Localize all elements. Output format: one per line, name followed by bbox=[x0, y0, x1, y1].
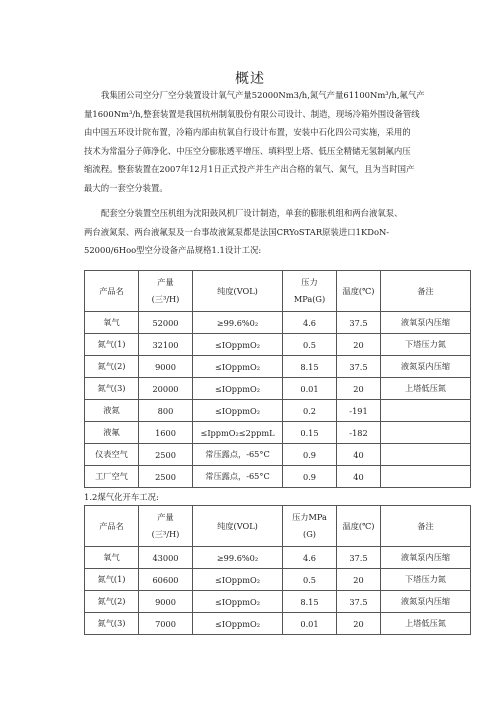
config-paragraph bbox=[84, 204, 464, 260]
cell-product: 氮气(2) bbox=[85, 591, 139, 613]
cell-note bbox=[381, 422, 471, 444]
cell-temperature: 37.5 bbox=[337, 547, 381, 569]
cell-purity: ≤IOppmO₂ bbox=[193, 356, 283, 378]
intro-line: 最大的一套空分装置。 bbox=[84, 182, 168, 193]
cell-note: 上塔低压氮 bbox=[381, 613, 471, 635]
table-row bbox=[85, 378, 471, 400]
cell-product: 氧气 bbox=[85, 547, 139, 569]
config-line: 配套空分装置空压机组为沈阳鼓风机厂设计制造，单套的膨胀机组和两台液氧泵、 bbox=[101, 208, 403, 218]
cell-flow: 2500 bbox=[139, 466, 193, 488]
header-pressure: 压力MPa (G) bbox=[283, 506, 337, 547]
header-temperature: 温度(℃) bbox=[337, 506, 381, 547]
cell-temperature: 20 bbox=[337, 334, 381, 356]
design-conditions-table bbox=[84, 270, 471, 488]
cell-temperature: -182 bbox=[337, 422, 381, 444]
intro-paragraph bbox=[84, 86, 464, 198]
intro-line: 量1600Nm³/h,整套装置是我国杭州制氧股份有限公司设计、制造，现场冷箱外围设备管线 bbox=[84, 108, 420, 119]
cell-temperature: 37.5 bbox=[337, 591, 381, 613]
cell-temperature: 20 bbox=[337, 378, 381, 400]
header-flow: 产量 (三³/H) bbox=[139, 506, 193, 547]
cell-product: 氮气(3) bbox=[85, 613, 139, 635]
header-pressure: 压力 MPa(G) bbox=[283, 271, 337, 312]
cell-purity: ≤IOppmO₂ bbox=[193, 334, 283, 356]
cell-temperature: 20 bbox=[337, 613, 381, 635]
cell-flow: 2500 bbox=[139, 444, 193, 466]
cell-purity: ≤IOppmO₂ bbox=[193, 569, 283, 591]
config-line: 52000/6Hoo型空分设备产品规格1.1设计工况: bbox=[84, 245, 262, 256]
cell-pressure: 4.6 bbox=[283, 547, 337, 569]
cell-pressure: 8.15 bbox=[283, 591, 337, 613]
cell-pressure: 0.15 bbox=[283, 422, 337, 444]
cell-flow: 52000 bbox=[139, 312, 193, 334]
header-note: 备注 bbox=[381, 506, 471, 547]
header-note: 备注 bbox=[381, 271, 471, 312]
cell-flow: 43000 bbox=[139, 547, 193, 569]
cell-note: 下塔压力氮 bbox=[381, 334, 471, 356]
intro-line: 技术为常温分子筛净化、中压空分膨胀透平增压、填料型上塔、低压全精储无氢制氟内压 bbox=[84, 145, 411, 156]
cell-pressure: 0.9 bbox=[283, 466, 337, 488]
cell-temperature: 37.5 bbox=[337, 356, 381, 378]
cell-purity: ≥99.6%0₂ bbox=[193, 312, 283, 334]
cell-pressure: 0.01 bbox=[283, 613, 337, 635]
cell-pressure: 0.9 bbox=[283, 444, 337, 466]
table-header-row bbox=[85, 506, 471, 547]
cell-product: 氧气 bbox=[85, 312, 139, 334]
startup-conditions-table bbox=[84, 505, 471, 635]
cell-flow: 9000 bbox=[139, 356, 193, 378]
cell-product: 液氟 bbox=[85, 422, 139, 444]
cell-pressure: 0.5 bbox=[283, 334, 337, 356]
table-header-row bbox=[85, 271, 471, 312]
table-row bbox=[85, 356, 471, 378]
config-line: 两台液氮泵、两台液氟泵及一台事故液氮泵都是法国CRYoSTAR原装进口1KDoN- bbox=[84, 226, 390, 237]
table-row bbox=[85, 444, 471, 466]
cell-product: 氮气(2) bbox=[85, 356, 139, 378]
header-flow: 产量 (三³/H) bbox=[139, 271, 193, 312]
table-row bbox=[85, 466, 471, 488]
cell-temperature: 40 bbox=[337, 466, 381, 488]
cell-purity: 常压露点，-65°C bbox=[193, 444, 283, 466]
cell-purity: 常压露点，-65°C bbox=[193, 466, 283, 488]
cell-pressure: 0.01 bbox=[283, 378, 337, 400]
cell-temperature: 37.5 bbox=[337, 312, 381, 334]
cell-purity: ≤IOppmO₂ bbox=[193, 378, 283, 400]
cell-product: 氮气(1) bbox=[85, 334, 139, 356]
cell-product: 仪表空气 bbox=[85, 444, 139, 466]
cell-purity: ≥99.6%0₂ bbox=[193, 547, 283, 569]
cell-flow: 800 bbox=[139, 400, 193, 422]
table-row bbox=[85, 334, 471, 356]
cell-flow: 7000 bbox=[139, 613, 193, 635]
cell-note bbox=[381, 400, 471, 422]
header-purity: 纯度(VOL) bbox=[193, 506, 283, 547]
cell-note bbox=[381, 444, 471, 466]
cell-purity: ≤IOppmO₂ bbox=[193, 613, 283, 635]
cell-product: 氮气(3) bbox=[85, 378, 139, 400]
cell-purity: ≤IppmO₂≤2ppmL bbox=[193, 422, 283, 444]
cell-temperature: -191 bbox=[337, 400, 381, 422]
cell-temperature: 40 bbox=[337, 444, 381, 466]
page-title: 概述 bbox=[235, 71, 265, 87]
table-row bbox=[85, 613, 471, 635]
table-row bbox=[85, 422, 471, 444]
cell-product: 氮气(1) bbox=[85, 569, 139, 591]
cell-flow: 20000 bbox=[139, 378, 193, 400]
section-label: 1.2煤气化开车工况: bbox=[84, 492, 159, 502]
cell-product: 工厂空气 bbox=[85, 466, 139, 488]
cell-note: 下塔压力氮 bbox=[381, 569, 471, 591]
cell-pressure: 0.2 bbox=[283, 400, 337, 422]
cell-temperature: 20 bbox=[337, 569, 381, 591]
cell-note: 液氧泵内压缩 bbox=[381, 312, 471, 334]
cell-note: 上塔低压氮 bbox=[381, 378, 471, 400]
table-row bbox=[85, 312, 471, 334]
cell-purity: ≤IOppmO₂ bbox=[193, 591, 283, 613]
cell-note bbox=[381, 466, 471, 488]
table-row bbox=[85, 591, 471, 613]
header-purity: 纯度(VOL) bbox=[193, 271, 283, 312]
table-row bbox=[85, 569, 471, 591]
cell-purity: ≤IOppmO₂ bbox=[193, 400, 283, 422]
table-row bbox=[85, 400, 471, 422]
cell-flow: 1600 bbox=[139, 422, 193, 444]
header-temperature: 温度(℃) bbox=[337, 271, 381, 312]
cell-flow: 9000 bbox=[139, 591, 193, 613]
intro-line: 缩流程。整套装置在2007年12月1日正式投产并生产出合格的氧气、氮气，且为当时国产 bbox=[84, 164, 415, 175]
cell-pressure: 0.5 bbox=[283, 569, 337, 591]
intro-line: 由中国五环设计院布置，冷箱内部由杭氧自行设计布置，安装中石化四公司实施，采用的 bbox=[84, 127, 411, 138]
cell-flow: 60600 bbox=[139, 569, 193, 591]
cell-note: 液氧泵内压缩 bbox=[381, 547, 471, 569]
intro-line: 我集团公司空分厂空分装置设计氧气产量52000Nm3/h,氮气产量61100Nm³/h,氟气产 bbox=[101, 90, 425, 100]
header-product: 产品名 bbox=[85, 271, 139, 312]
cell-product: 液氮 bbox=[85, 400, 139, 422]
cell-flow: 32100 bbox=[139, 334, 193, 356]
cell-pressure: 4.6 bbox=[283, 312, 337, 334]
header-product: 产品名 bbox=[85, 506, 139, 547]
table-row bbox=[85, 547, 471, 569]
cell-note: 液氮泵内压缩 bbox=[381, 591, 471, 613]
cell-pressure: 8.15 bbox=[283, 356, 337, 378]
cell-note: 液氮泵内压缩 bbox=[381, 356, 471, 378]
